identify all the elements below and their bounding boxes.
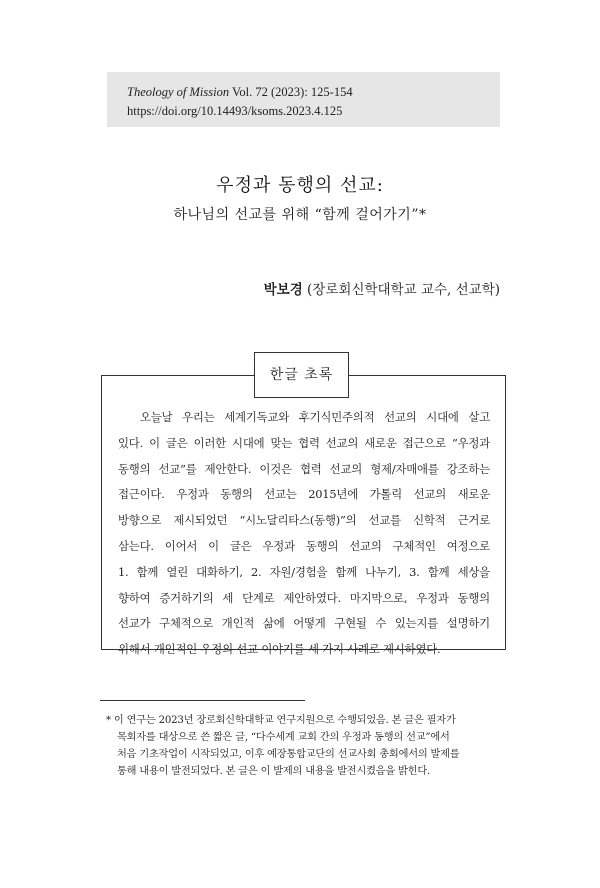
journal-citation [127,83,500,102]
author-affiliation: (장로회신학대학교 교수, 선교학) [302,282,500,298]
abstract-line: 있다. 이 글은 이러한 시대에 맞는 협력 선교의 새로운 접근으로 “우정과 [118,435,490,450]
paper-title: 우정과 동행의 선교: [216,175,384,196]
abstract-line: 위해서 개인적인 우정의 선교 이야기를 세 가지 사례로 제시하였다. [118,642,441,657]
abstract-line: 오늘날 우리는 세계기독교와 후기식민주의적 선교의 시대에 살고 [140,410,490,424]
abstract-line: 방향으로 제시되었던 “시노달리타스(동행)”의 선교를 신학적 근거로 [118,513,490,528]
paper-subtitle: 하나님의 선교를 위해 “함께 걸어가기”* [173,207,427,223]
abstract-line: 선교가 구체적으로 개인적 삶에 어떻게 구현될 수 있는지를 설명하기 [118,616,490,631]
author-name: 박보경 [263,282,303,298]
abstract-line: 향하여 증거하기의 세 단계로 제안하였다. 마지막으로, 우정과 동행의 [118,590,490,605]
abstract-body [118,405,490,663]
footnote-line: 처음 기초작업이 시작되었고, 이후 예장통합교단의 선교사회 총회에서의 발제를 [117,749,460,760]
abstract-line: 삼는다. 이어서 이 글은 우정과 동행의 선교의 구체적인 여정으로 [118,538,490,553]
doi-link[interactable]: https://doi.org/10.14493/ksoms.2023.4.125 [127,104,343,118]
journal-name: Theology of Mission [127,85,230,99]
abstract-label: 한글 초록 [254,352,349,398]
footnote-divider [100,700,305,701]
footnote [100,712,505,780]
footnote-line: 통해 내용이 발전되었다. 본 글은 이 발제의 내용을 발전시켰음을 밝힌다. [117,766,431,777]
abstract-line: 1. 함께 열린 대화하기, 2. 자원/경험을 함께 나누기, 3. 함께 세상을 [118,564,490,579]
citation-header [107,72,500,127]
title-block [0,172,600,226]
author-line [264,280,500,300]
footnote-line: * 이 연구는 2023년 장로회신학대학교 연구지원으로 수행되었음. 본 글은 필자가 [106,715,456,726]
footnote-line: 목회자를 대상으로 쓴 짧은 글, “다수세계 교회 간의 우정과 동행의 선교”에서 [117,732,450,743]
volume-pages: Vol. 72 (2023): 125-154 [229,85,353,99]
abstract-line: 동행의 선교”를 제안한다. 이것은 협력 선교의 형제/자매애를 강조하는 [118,461,490,476]
abstract-line: 접근이다. 우정과 동행의 선교는 2015년에 가톨릭 선교의 새로운 [118,487,490,502]
